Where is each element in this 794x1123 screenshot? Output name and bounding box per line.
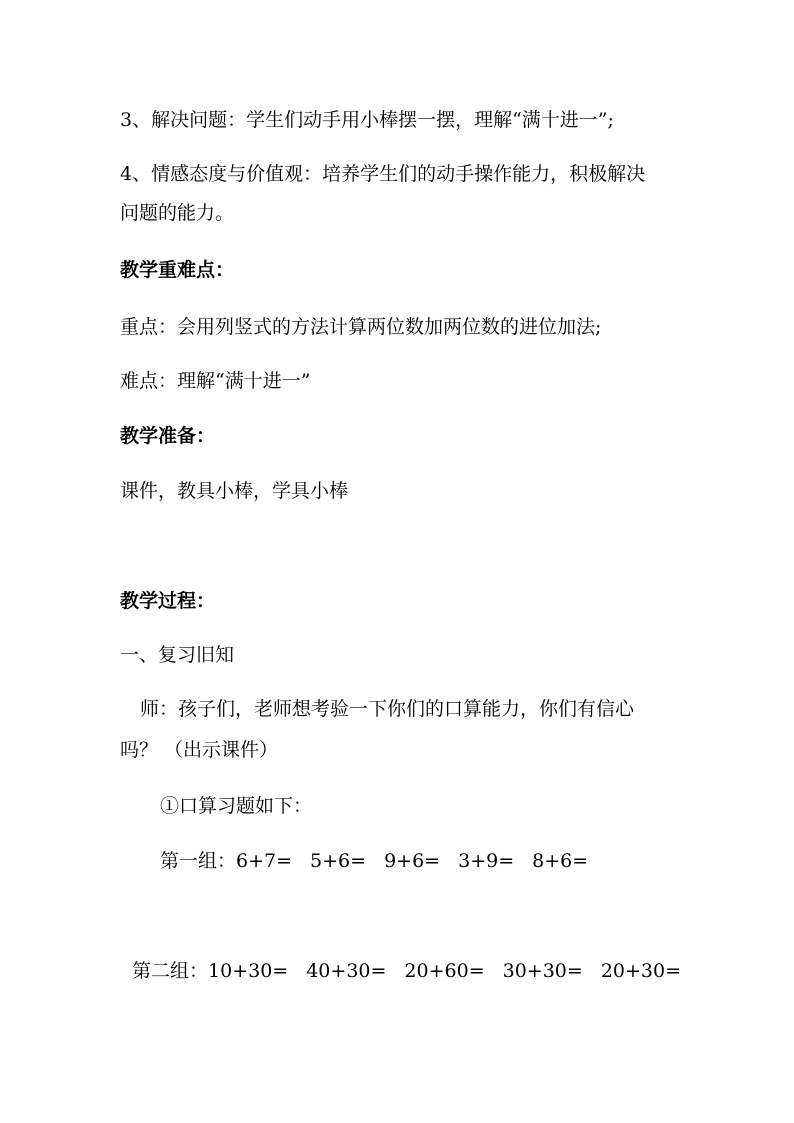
group-2-item: 20+60= [404,960,485,982]
group-1-item: 5+6= [310,850,367,872]
process-heading: 教学过程： [120,590,216,612]
exercise-group-2 [132,959,681,983]
goal-4-line-1: 4、情感态度与价值观：培养学生们的动手操作能力，积极解决 [120,163,646,185]
group-2-item: 10+30= [208,960,289,982]
teacher-line-2: 吗？ （出示课件） [120,739,279,761]
group-2-label: 第二组： [132,960,209,982]
difficult-point: 难点：理解“满十进一” [120,370,311,392]
group-1-label: 第一组： [160,850,237,872]
group-2-item: 20+30= [600,960,682,982]
key-point: 重点：会用列竖式的方法计算两位数加两位数的进位加法; [120,316,602,338]
group-2-item: 30+30= [502,960,583,982]
goal-3: 3、解决问题：学生们动手用小棒摆一摆，理解“满十进一”; [120,109,614,131]
goal-4-line-2: 问题的能力。 [120,202,235,224]
group-1-item: 3+9= [458,850,515,872]
exercise-intro: ①口算习题如下： [160,795,313,817]
group-1-item: 6+7= [236,850,293,872]
group-1-item: 9+6= [384,850,441,872]
prep-heading: 教学准备： [120,425,216,447]
teacher-line-1: 师：孩子们，老师想考验一下你们的口算能力，你们有信心 [140,698,635,720]
group-1-item: 8+6= [532,850,589,872]
key-points-heading: 教学重难点： [120,259,235,281]
section-1-title: 一、复习旧知 [120,644,235,666]
group-2-item: 40+30= [306,960,387,982]
exercise-group-1 [160,849,588,873]
prep-content: 课件，教具小棒，学具小棒 [120,480,349,502]
